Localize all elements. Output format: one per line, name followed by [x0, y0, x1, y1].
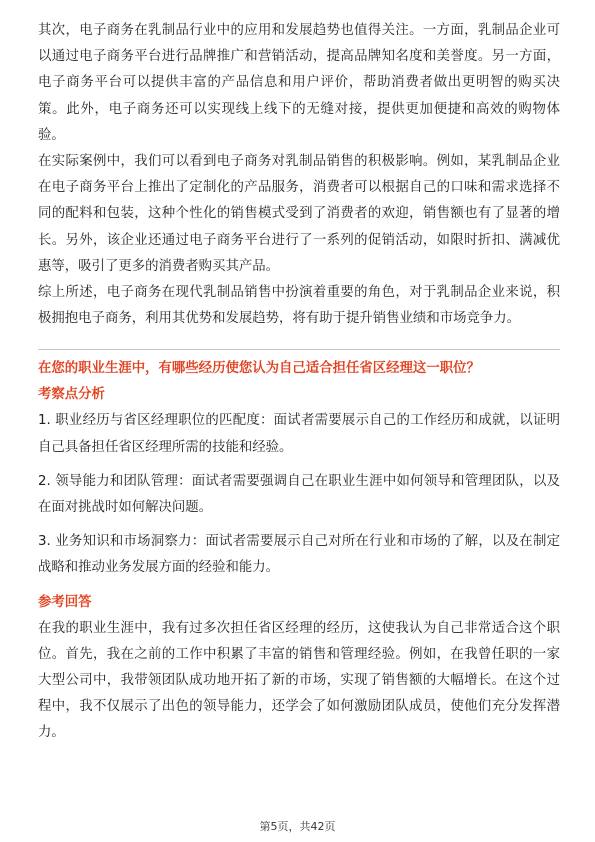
document-page: [38, 18, 560, 747]
analysis-list: [38, 408, 560, 581]
intro-paragraph-3: 综上所述，电子商务在现代乳制品销售中扮演着重要的角色，对于乳制品企业来说，积极拥抱电子商务，利用其优势和发展趋势，将有助于提升销售业绩和市场竞争力。: [38, 285, 560, 327]
section-divider: [38, 349, 560, 350]
intro-paragraph-2: 在实际案例中，我们可以看到电子商务对乳制品销售的积极影响。例如，某乳制品企业在电子商务平台上推出了定制化的产品服务，消费者可以根据自己的口味和需求选择不同的配料和包装，这种个性化的销售模式受到了消费者的欢迎，销售额也有了显著的增长。另外，该企业还通过电子商务平台进行了一系列的促销活动，如限时折扣、满减优惠等，吸引了更多的消费者购买其产品。: [38, 154, 560, 274]
page-footer: 第5页，共42页: [259, 820, 336, 833]
analysis-item-3: 3. 业务知识和市场洞察力：面试者需要展示自己对所在行业和市场的了解，以及在制定战略和推动业务发展方面的经验和能力。: [38, 534, 560, 576]
interview-question: 在您的职业生涯中，有哪些经历使您认为自己适合担任省区经理这一职位？: [38, 361, 480, 377]
analysis-heading: 考察点分析: [38, 387, 105, 403]
analysis-item-1: 1. 职业经历与省区经理职位的匹配度：面试者需要展示自己的工作经历和成就，以证明自己具备担任省区经理所需的技能和经验。: [38, 413, 560, 455]
analysis-item-2: 2. 领导能力和团队管理：面试者需要强调自己在职业生涯中如何领导和管理团队，以及在面对挑战时如何解决问题。: [38, 473, 560, 516]
answer-heading: 参考回答: [38, 594, 92, 610]
answer-paragraph: 在我的职业生涯中，我有过多次担任省区经理的经历，这使我认为自己非常适合这个职位。首先，我在之前的工作中积累了丰富的销售和管理经验。例如，在我曾任职的一家大型公司中，我带领团队成功地开拓了新的市场，实现了销售额的大幅增长。在这个过程中，我不仅展示了出色的领导能力，还学会了如何激励团队成员，使他们充分发挥潜力。: [38, 620, 560, 741]
intro-paragraph-1: 其次，电子商务在乳制品行业中的应用和发展趋势也值得关注。一方面，乳制品企业可以通过电子商务平台进行品牌推广和营销活动，提高品牌知名度和美誉度。另一方面，电子商务平台可以提供丰富的产品信息和用户评价，帮助消费者做出更明智的购买决策。此外，电子商务还可以实现线上线下的无缝对接，提供更加便捷和高效的购物体验。: [38, 23, 560, 143]
